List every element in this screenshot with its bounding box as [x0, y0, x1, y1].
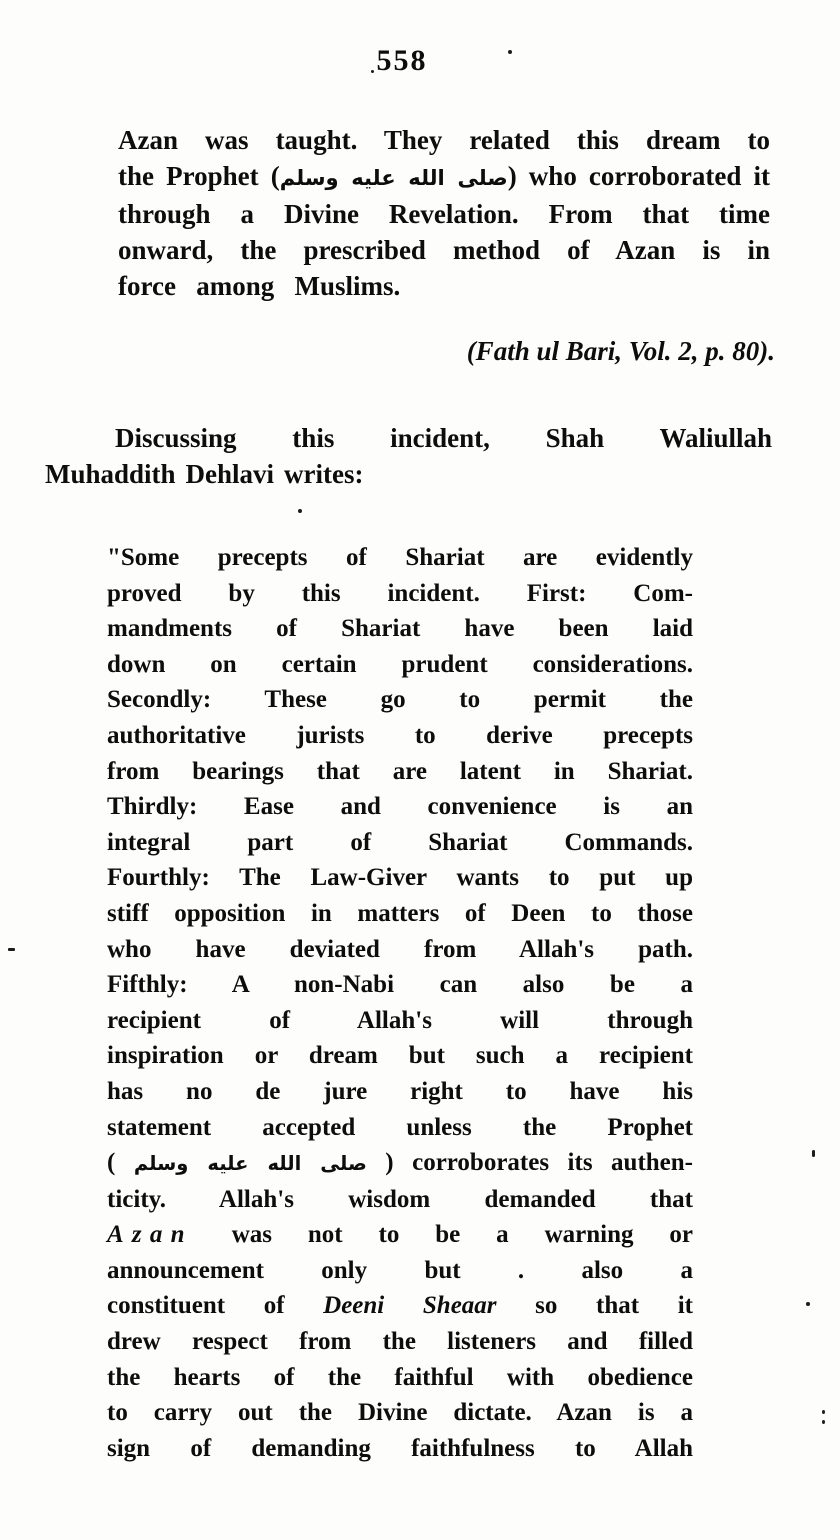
scan-artifact-dot — [508, 50, 512, 54]
text-line: inspiration or dream but such a recipient — [107, 1042, 693, 1070]
text-line: force among Muslims. — [118, 271, 401, 301]
text-line: the Prophet (صلى الله عليه وسلم) who corroborated it — [118, 161, 770, 191]
text-line: stiff opposition in matters of Deen to those — [107, 899, 693, 927]
text-line: Azan was not to be a warning or — [107, 1221, 693, 1249]
text-line: constituent of Deeni Sheaar so that it — [107, 1292, 693, 1320]
scan-artifact-dot — [371, 70, 374, 73]
arabic-honorific: صلى الله عليه وسلم — [133, 1152, 367, 1176]
text-line: has no de jure right to have his — [107, 1077, 693, 1105]
text-line: announcement only but . also a — [107, 1256, 693, 1284]
text-line: integral part of Shariat Commands. — [107, 828, 693, 856]
text-line: "Some precepts of Shariat are evidently — [107, 544, 693, 571]
text-line: who have deviated from Allah's path. — [107, 935, 693, 963]
scan-artifact-dot — [822, 1410, 825, 1414]
text-line: Muhaddith Dehlavi writes: — [45, 459, 364, 489]
text-line: Fourthly: The Law-Giver wants to put up — [107, 864, 693, 892]
scan-artifact-mark — [812, 1150, 815, 1157]
text-line: drew respect from the listeners and filled — [107, 1328, 693, 1356]
text-line: down on certain prudent considerations. — [107, 650, 693, 678]
text-line: sign of demanding faithfulness to Allah — [107, 1434, 693, 1462]
text-line: Secondly: These go to permit the — [107, 686, 693, 714]
arabic-honorific: صلى الله عليه وسلم — [279, 165, 508, 190]
text-line: Thirdly: Ease and convenience is an — [107, 793, 693, 821]
text-line: Discussing this incident, Shah Waliullah — [115, 423, 772, 453]
page-number: 558 — [376, 44, 428, 77]
text-line: recipient of Allah's will through — [107, 1006, 693, 1034]
scan-artifact-dash — [8, 948, 15, 951]
text-line: statement accepted unless the Prophet — [107, 1113, 693, 1141]
text-line: Fifthly: A non-Nabi can also be a — [107, 971, 693, 999]
citation-fath-ul-bari: (Fath ul Bari, Vol. 2, p. 80). — [466, 336, 775, 366]
text-line: through a Divine Revelation. From that time — [118, 199, 770, 229]
paragraph-azan-taught — [118, 122, 770, 304]
text-line: proved by this incident. First: Com- — [107, 579, 693, 607]
text-line: ( صلى الله عليه وسلم ) corroborates its authen- — [107, 1149, 693, 1177]
scan-artifact-dot — [298, 509, 302, 513]
text-line: onward, the prescribed method of Azan is in — [118, 235, 770, 265]
text-line: authoritative jurists to derive precepts — [107, 721, 693, 749]
text-line: the hearts of the faithful with obedience — [107, 1363, 693, 1391]
blockquote-shah-waliullah — [107, 540, 693, 1466]
paragraph-discussing-incident — [45, 420, 772, 492]
text-line: to carry out the Divine dictate. Azan is a — [107, 1399, 693, 1427]
text-line: ticity. Allah's wisdom demanded that — [107, 1185, 693, 1213]
scan-artifact-dot — [822, 1420, 825, 1424]
text-line: from bearings that are latent in Shariat. — [107, 757, 693, 785]
text-line: mandments of Shariat have been laid — [107, 615, 693, 643]
text-line: Azan was taught. They related this dream to — [118, 125, 770, 155]
scan-artifact-dot — [806, 1302, 810, 1306]
